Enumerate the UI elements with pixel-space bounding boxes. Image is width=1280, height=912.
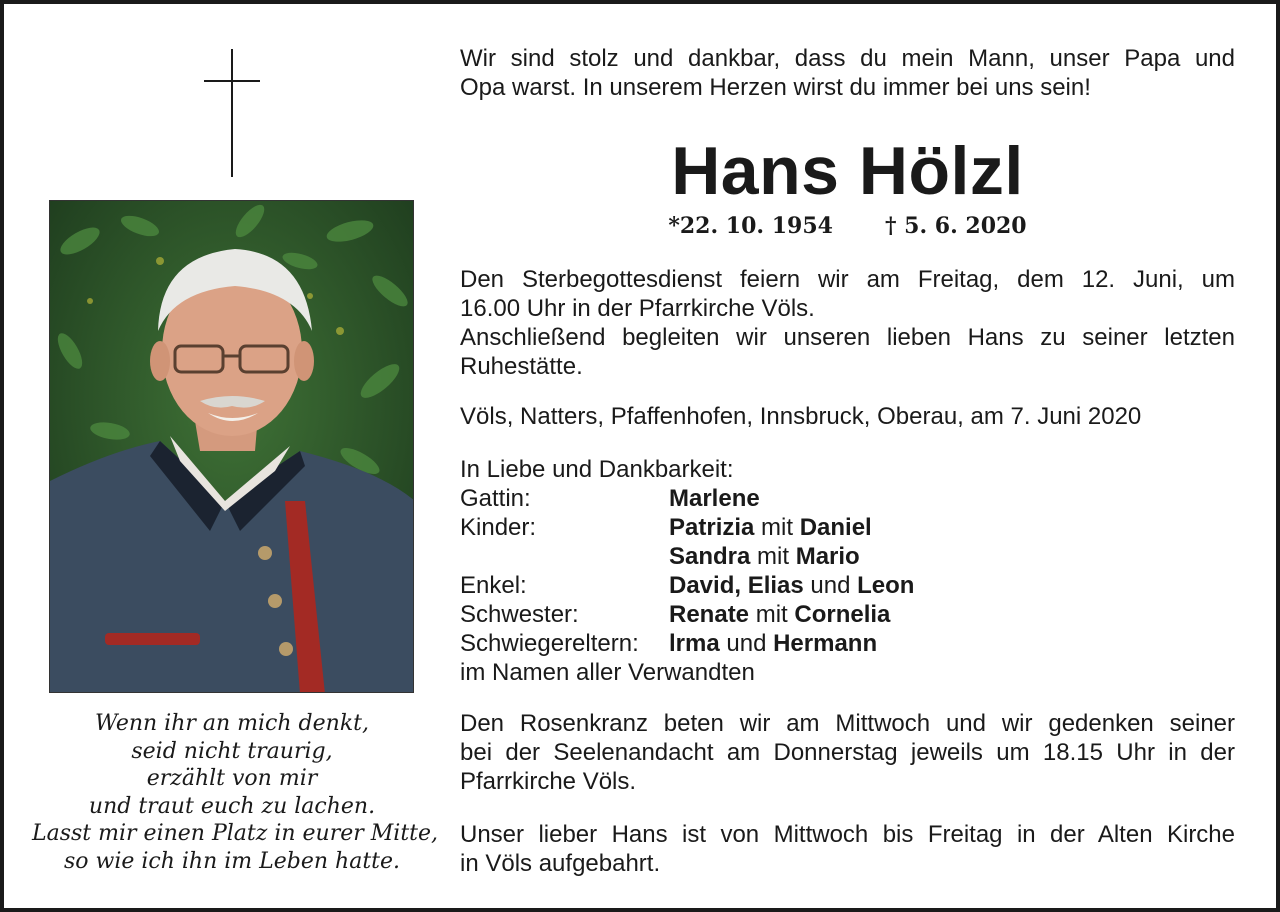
family-name: Cornelia: [794, 601, 891, 628]
family-row: [460, 600, 1235, 629]
intro-line: Opa warst. In unserem Herzen wirst du immer bei uns sein!: [460, 74, 1091, 101]
funeral-line: 16.00 Uhr in der Pfarrkirche Völs.: [460, 295, 815, 322]
family-connector: mit: [749, 601, 795, 628]
family-connector: und: [719, 630, 774, 657]
rosary-notice: [460, 709, 1235, 796]
cross-icon: [204, 49, 260, 177]
rosary-line: Pfarrkirche Völs.: [460, 768, 637, 795]
family-name: Hermann: [773, 630, 878, 657]
poem-line: seid nicht traurig,: [131, 738, 333, 764]
viewing-line: Unser lieber Hans ist von Mittwoch bis Freitag in der Alten Kirche: [460, 821, 1235, 848]
family-relation: Kinder:: [460, 514, 537, 541]
poem-line: Wenn ihr an mich denkt,: [95, 711, 369, 736]
family-row: [460, 542, 1235, 571]
family-name: Renate: [669, 601, 750, 628]
family-row: [460, 513, 1235, 542]
family-list: [460, 455, 1235, 687]
family-closing: im Namen aller Verwandten: [460, 659, 755, 686]
family-connector: mit: [754, 514, 800, 541]
family-row: [460, 484, 1235, 513]
funeral-notice: [460, 265, 1235, 381]
family-name: Patrizia: [669, 514, 755, 541]
place-date: Völs, Natters, Pfaffenhofen, Innsbruck, Oberau, am 7. Juni 2020: [460, 403, 1142, 430]
deceased-name: Hans Hölzl: [671, 133, 1024, 209]
intro-line: Wir sind stolz und dankbar, dass du mein Mann, unser Papa und: [460, 45, 1235, 72]
family-relation: Schwester:: [460, 601, 579, 628]
family-name: Daniel: [799, 514, 872, 541]
intro-text: [460, 44, 1235, 102]
family-row: [460, 571, 1235, 600]
family-relation: Enkel:: [460, 572, 527, 599]
family-name: Mario: [795, 543, 860, 570]
funeral-line: Den Sterbegottesdienst feiern wir am Freitag, dem 12. Juni, um: [460, 266, 1235, 293]
family-relation: [460, 542, 669, 571]
family-relation: Gattin:: [460, 485, 531, 512]
family-name: David, Elias: [669, 572, 804, 599]
family-name: lrma: [669, 630, 720, 657]
rosary-line: Den Rosenkranz beten wir am Mittwoch und wir gedenken seiner: [460, 710, 1235, 737]
death-date: † 5. 6. 2020: [884, 213, 1027, 239]
family-heading: In Liebe und Dankbarkeit:: [460, 456, 734, 483]
memorial-poem: [32, 710, 439, 875]
life-dates: [460, 211, 1235, 241]
family-name: Sandra: [669, 543, 751, 570]
poem-line: so wie ich ihn im Leben hatte.: [63, 848, 401, 874]
poem-line: und traut euch zu lachen.: [88, 793, 376, 819]
funeral-line: Anschließend begleiten wir unseren lieben Hans zu seiner letzten: [460, 324, 1235, 351]
viewing-notice: [460, 820, 1235, 878]
family-name: Marlene: [669, 485, 760, 512]
portrait-photo: [49, 200, 414, 693]
family-name: Leon: [857, 572, 915, 599]
rosary-line: bei der Seelenandacht am Donnerstag jeweils um 18.15 Uhr in der: [460, 739, 1235, 766]
family-relation: Schwiegereltern:: [460, 630, 639, 657]
family-connector: und: [803, 572, 858, 599]
birth-date: *22. 10. 1954: [668, 213, 833, 239]
family-connector: mit: [750, 543, 796, 570]
poem-line: Lasst mir einen Platz in eurer Mitte,: [32, 821, 439, 846]
family-row: [460, 629, 1235, 658]
viewing-line: in Völs aufgebahrt.: [460, 850, 661, 877]
poem-line: erzählt von mir: [146, 766, 318, 791]
funeral-line: Ruhestätte.: [460, 353, 583, 380]
